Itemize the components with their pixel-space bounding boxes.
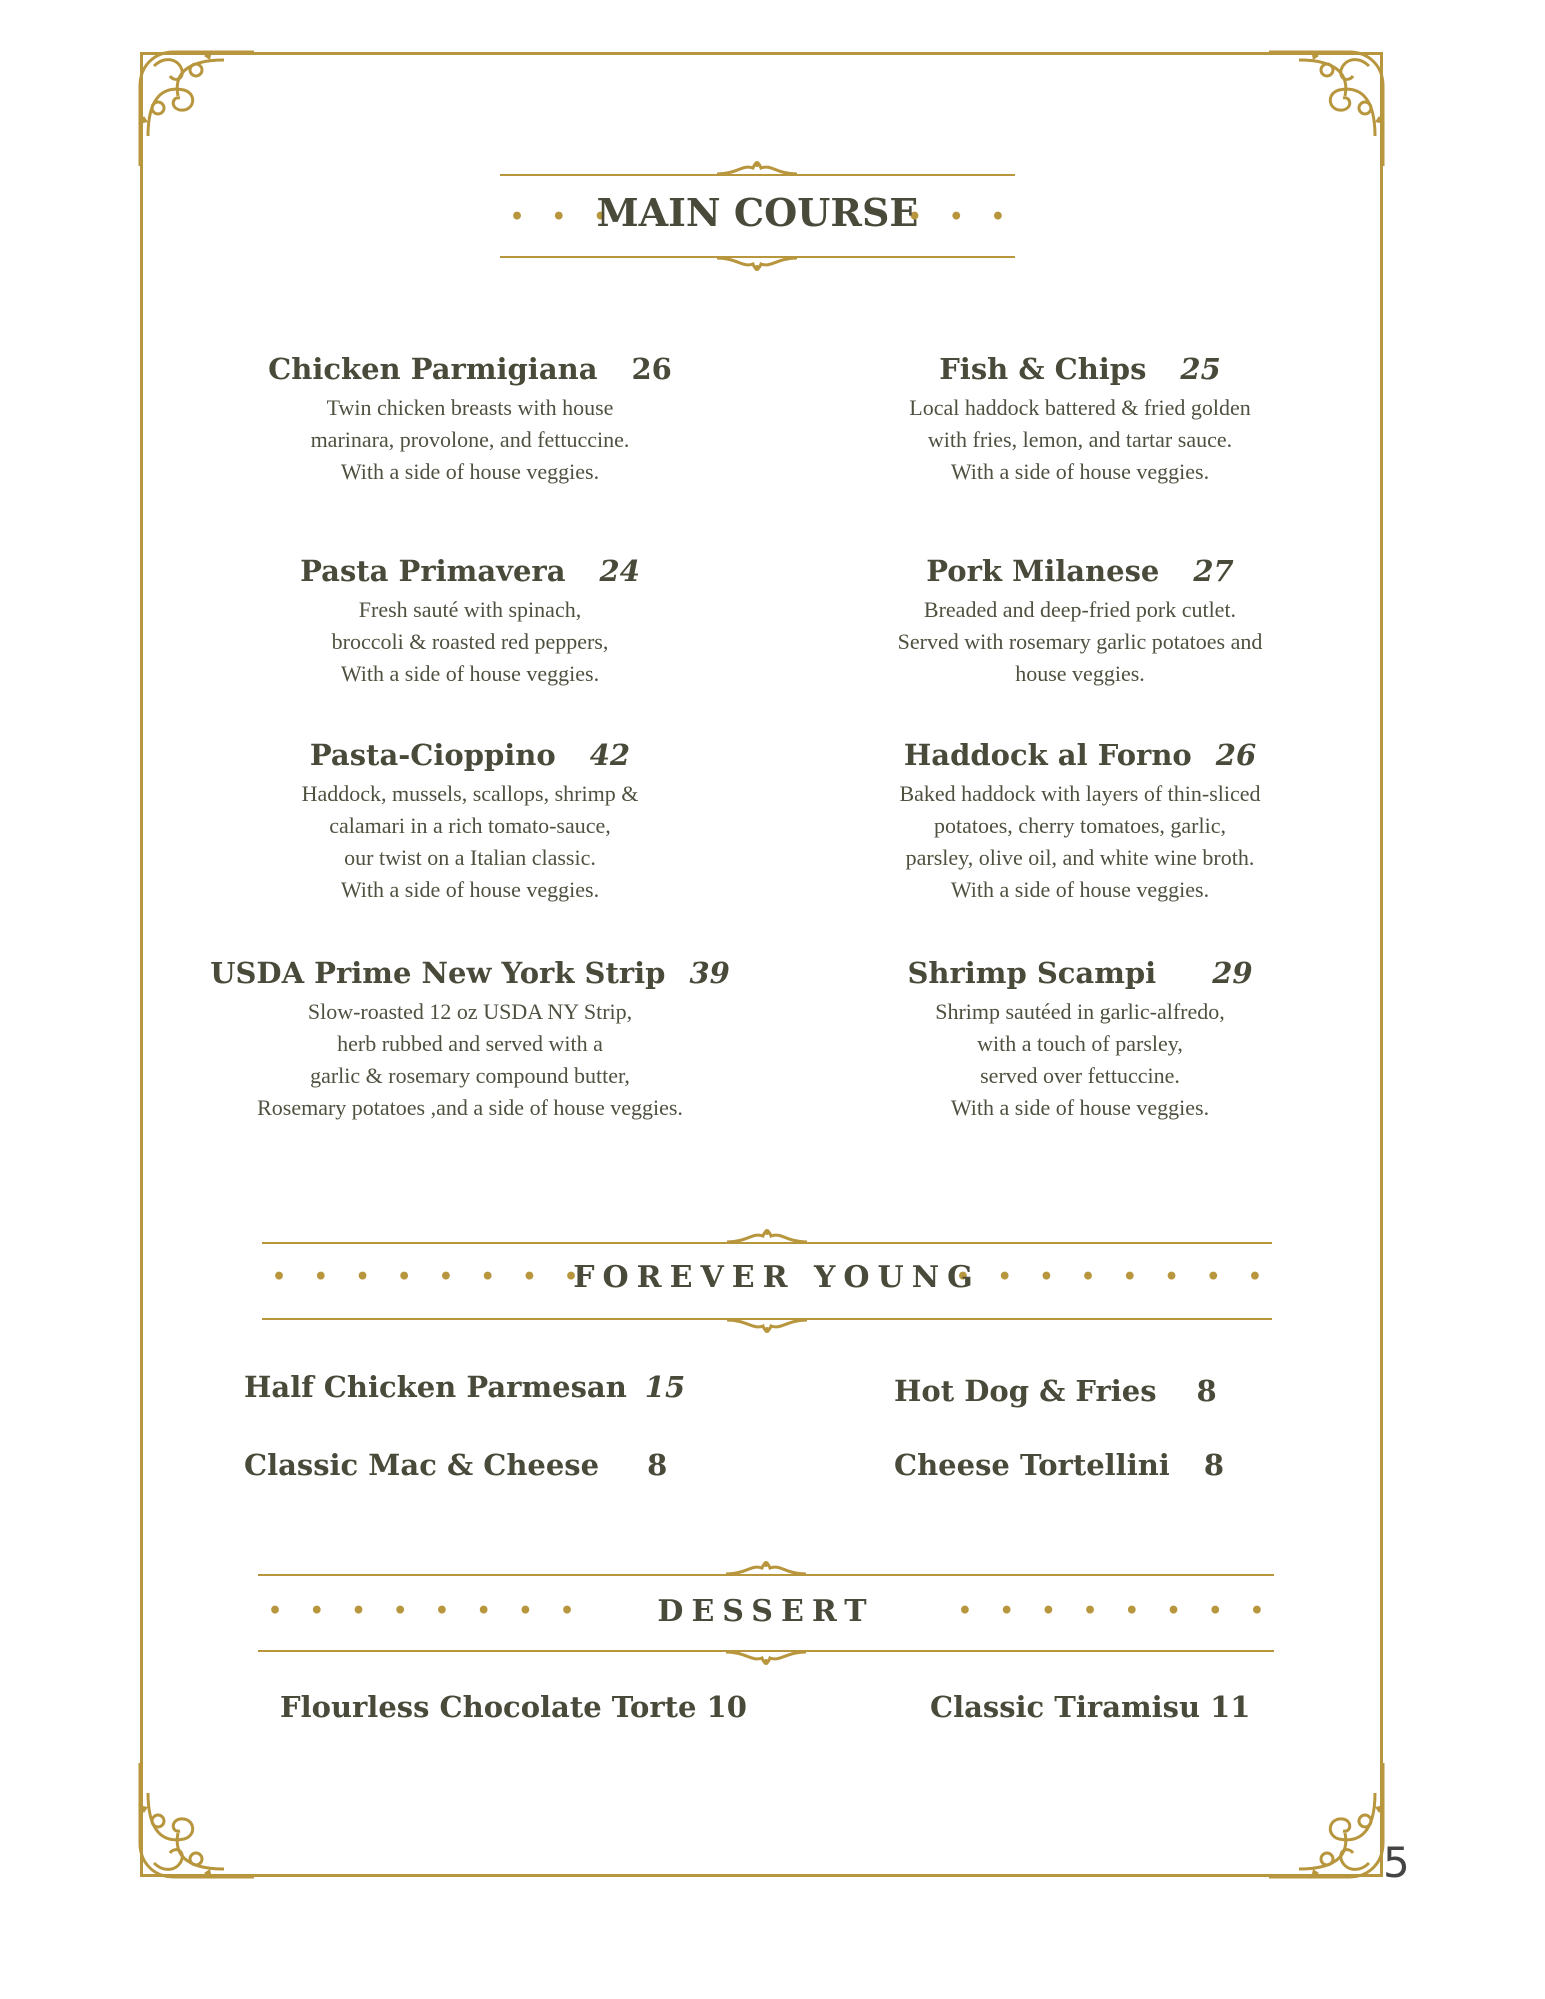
page-number: 5: [1383, 1838, 1410, 1887]
item-desc-line: marinara, provolone, and fettuccine.: [310, 427, 630, 452]
item-price: 26: [1215, 738, 1257, 772]
item-price: 8: [1196, 1374, 1217, 1408]
item-price: 11: [1210, 1690, 1251, 1724]
kids-item: [244, 1448, 667, 1482]
item-name: Fish & Chips: [939, 352, 1147, 386]
kids-item: [894, 1448, 1224, 1482]
item-price: 26: [631, 352, 672, 386]
item-name: Hot Dog & Fries: [894, 1374, 1157, 1408]
dessert-header: [258, 1560, 1274, 1670]
item-price: 8: [1203, 1448, 1224, 1482]
item-desc-line: With a side of house veggies.: [950, 1095, 1210, 1120]
crown-ornament-icon: [726, 1650, 806, 1666]
menu-item: [220, 554, 720, 690]
item-desc-line: Rosemary potatoes ,and a side of house veggies.: [257, 1095, 683, 1120]
item-desc-line: garlic & rosemary compound butter,: [310, 1063, 630, 1088]
item-desc-line: Twin chicken breasts with house: [326, 395, 614, 420]
decorative-dots: • • • • • • • •: [957, 1598, 1274, 1624]
section-title: DESSERT: [657, 1594, 875, 1629]
forever-young-header: [262, 1228, 1272, 1338]
item-price: 8: [647, 1448, 668, 1482]
decorative-dots: • • •: [907, 204, 1015, 230]
item-name: Classic Mac & Cheese: [244, 1448, 600, 1482]
item-name: Pasta Primavera: [300, 554, 566, 588]
menu-item: [830, 738, 1330, 906]
corner-flourish-icon: [134, 46, 254, 166]
item-name: Pork Milanese: [926, 554, 1160, 588]
item-desc-line: with a touch of parsley,: [977, 1031, 1183, 1056]
item-desc-line: broccoli & roasted red peppers,: [331, 629, 609, 654]
decorative-dots: • • • • • • • •: [272, 1264, 589, 1290]
main-course-header: [500, 160, 1015, 280]
item-price: 10: [706, 1690, 747, 1724]
item-name: Flourless Chocolate Torte: [280, 1690, 697, 1724]
item-desc-line: With a side of house veggies.: [340, 459, 600, 484]
item-desc-line: parsley, olive oil, and white wine broth.: [905, 845, 1255, 870]
menu-item: [220, 352, 720, 488]
item-name: Half Chicken Parmesan: [244, 1370, 627, 1404]
dessert-item: [280, 1690, 747, 1724]
item-name: Chicken Parmigiana: [268, 352, 598, 386]
item-price: 42: [589, 738, 631, 772]
item-price: 24: [599, 554, 640, 588]
corner-flourish-icon: [1269, 1763, 1389, 1883]
dessert-item: [930, 1690, 1250, 1724]
item-price: 15: [644, 1370, 686, 1404]
menu-item: [830, 956, 1330, 1124]
section-title: MAIN COURSE: [596, 190, 919, 235]
item-desc-line: potatoes, cherry tomatoes, garlic,: [933, 813, 1226, 838]
decorative-dots: • • • • • • • •: [955, 1264, 1272, 1290]
crown-ornament-icon: [717, 256, 797, 272]
item-desc-line: Slow-roasted 12 oz USDA NY Strip,: [307, 999, 633, 1024]
item-desc-line: Shrimp sautéed in garlic-alfredo,: [935, 999, 1225, 1024]
item-price: 27: [1193, 554, 1234, 588]
item-desc-line: Haddock, mussels, scallops, shrimp &: [301, 781, 639, 806]
corner-flourish-icon: [1269, 46, 1389, 166]
item-price: 29: [1212, 956, 1253, 990]
item-desc-line: our twist on a Italian classic.: [344, 845, 596, 870]
menu-item: [830, 554, 1330, 690]
item-desc-line: house veggies.: [1015, 661, 1145, 686]
kids-item: [244, 1370, 685, 1404]
item-desc-line: Fresh sauté with spinach,: [358, 597, 582, 622]
item-desc-line: Breaded and deep-fried pork cutlet.: [923, 597, 1237, 622]
item-name: USDA Prime New York Strip: [210, 956, 666, 990]
item-name: Shrimp Scampi: [907, 956, 1157, 990]
item-desc-line: With a side of house veggies.: [340, 661, 600, 686]
item-desc-line: With a side of house veggies.: [340, 877, 600, 902]
crown-ornament-icon: [727, 1318, 807, 1334]
corner-flourish-icon: [134, 1763, 254, 1883]
menu-item: [830, 352, 1330, 488]
decorative-dots: • • •: [510, 204, 618, 230]
item-desc-line: served over fettuccine.: [980, 1063, 1180, 1088]
section-title: FOREVER YOUNG: [573, 1260, 981, 1295]
item-desc-line: Local haddock battered & fried golden: [909, 395, 1251, 420]
item-desc-line: With a side of house veggies.: [950, 877, 1210, 902]
menu-item: [220, 738, 720, 906]
item-name: Classic Tiramisu: [930, 1690, 1201, 1724]
item-desc-line: Served with rosemary garlic potatoes and: [897, 629, 1263, 654]
item-desc-line: Baked haddock with layers of thin-sliced: [899, 781, 1261, 806]
item-desc-line: With a side of house veggies.: [950, 459, 1210, 484]
decorative-dots: • • • • • • • •: [268, 1598, 585, 1624]
item-name: Haddock al Forno: [903, 738, 1192, 772]
kids-item: [894, 1374, 1217, 1408]
item-desc-line: with fries, lemon, and tartar sauce.: [927, 427, 1233, 452]
item-price: 39: [689, 956, 730, 990]
item-desc-line: herb rubbed and served with a: [337, 1031, 603, 1056]
menu-item: [200, 956, 740, 1124]
item-price: 25: [1180, 352, 1221, 386]
item-desc-line: calamari in a rich tomato-sauce,: [329, 813, 611, 838]
item-name: Cheese Tortellini: [894, 1448, 1170, 1482]
item-name: Pasta-Cioppino: [309, 738, 556, 772]
